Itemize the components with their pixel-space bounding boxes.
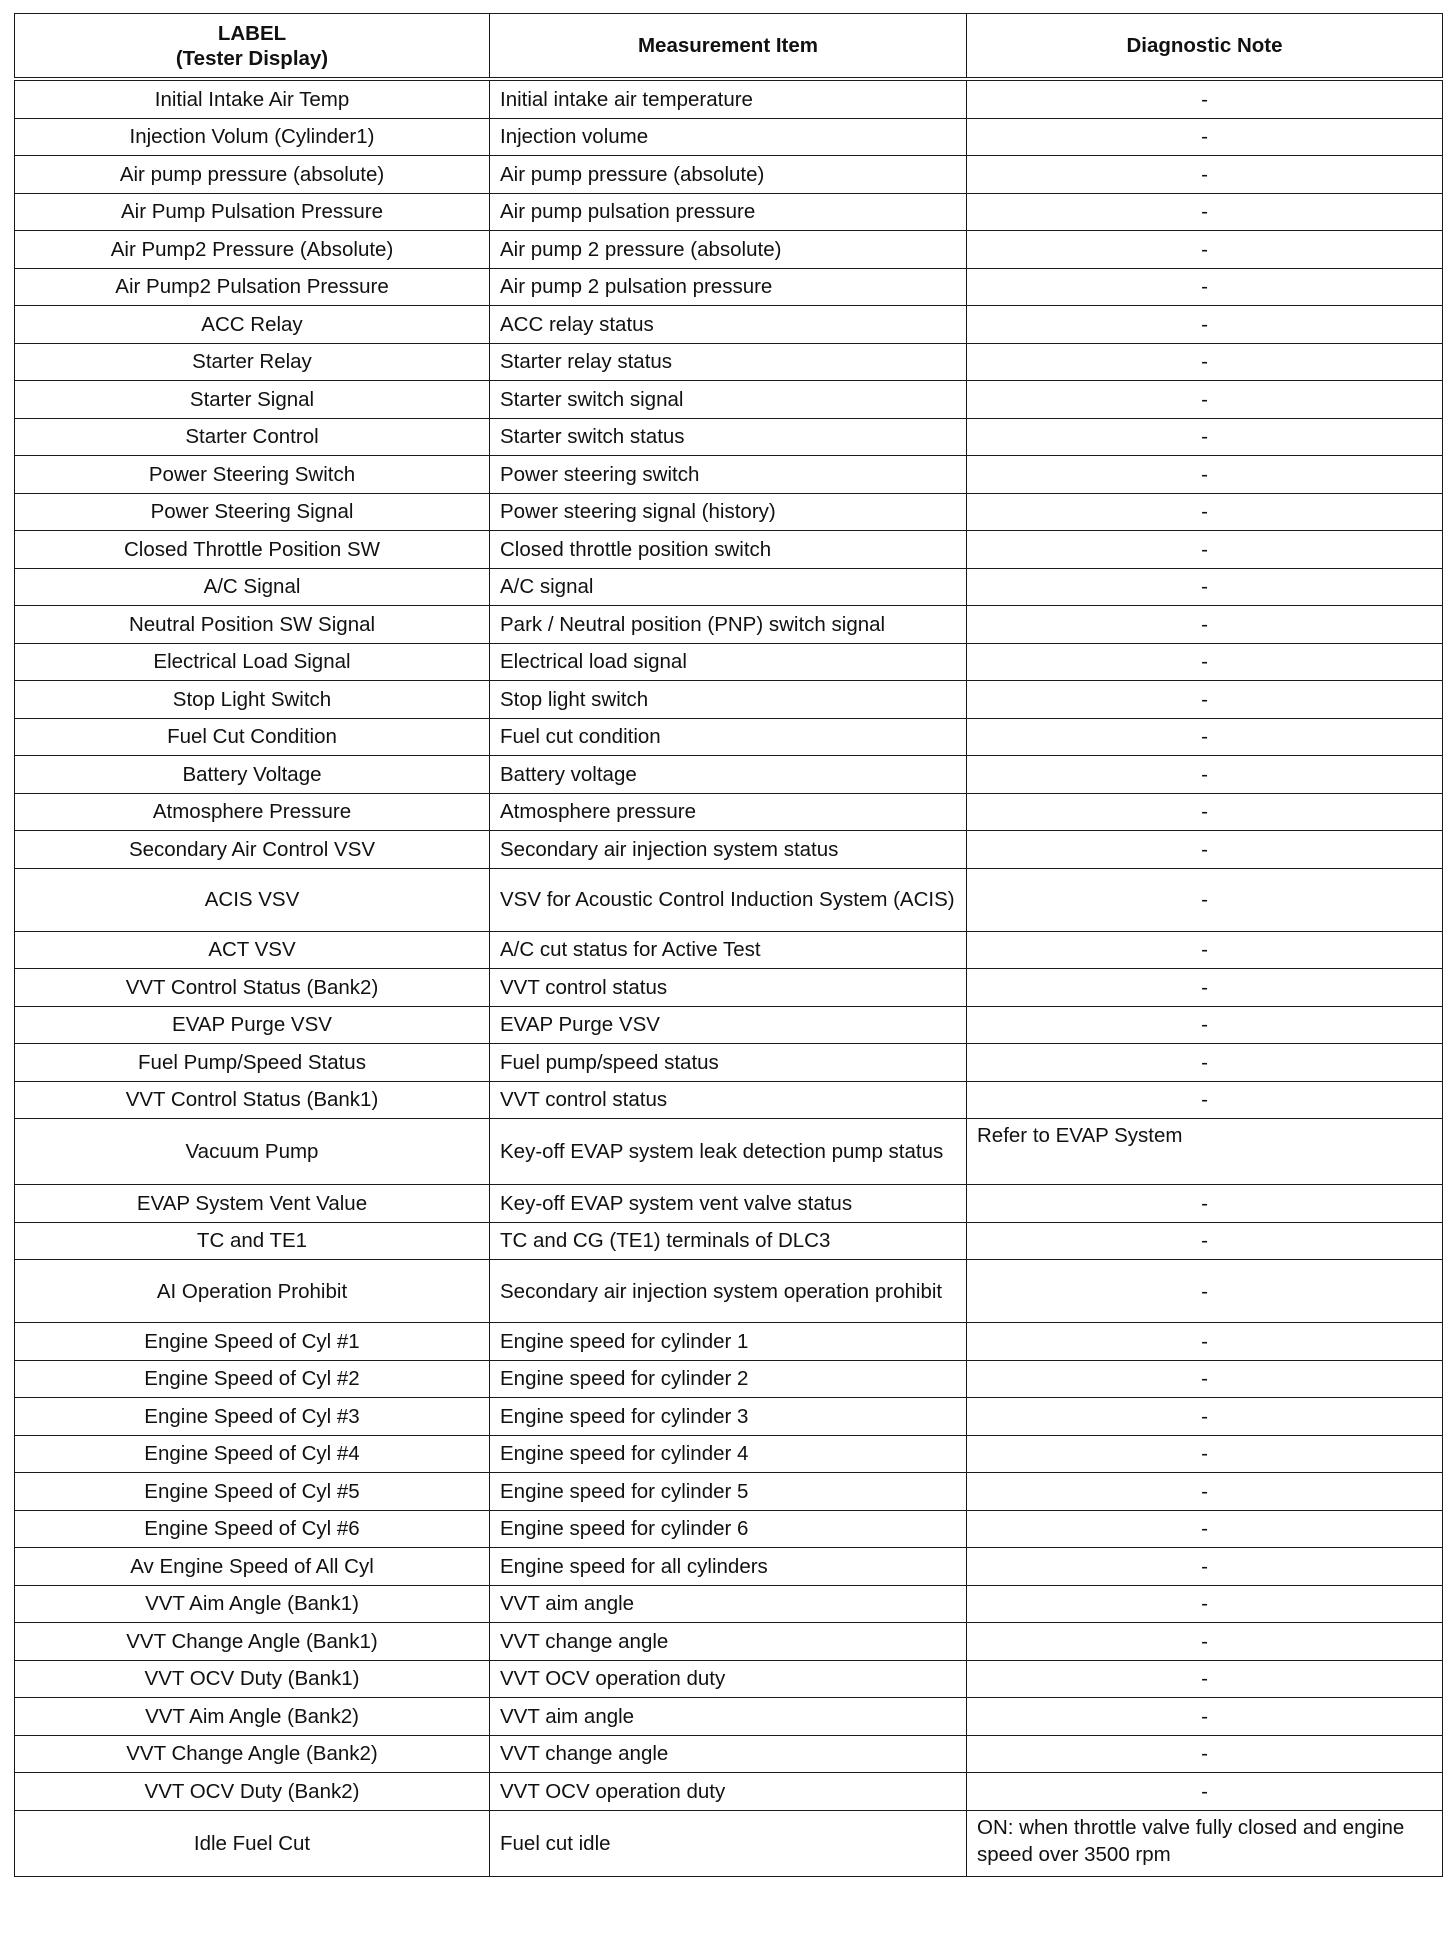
- table-row: [15, 306, 1443, 344]
- cell-label: Engine Speed of Cyl #3: [15, 1398, 490, 1436]
- cell-diagnostic-note: -: [967, 1698, 1443, 1736]
- header-label: [15, 14, 490, 80]
- cell-label: ACC Relay: [15, 306, 490, 344]
- cell-label: Vacuum Pump: [15, 1119, 490, 1185]
- cell-measurement-item: Engine speed for cylinder 2: [490, 1360, 967, 1398]
- cell-diagnostic-note: -: [967, 268, 1443, 306]
- cell-label: Engine Speed of Cyl #5: [15, 1473, 490, 1511]
- table-row: [15, 1006, 1443, 1044]
- table-body: [15, 79, 1443, 1876]
- table-row: [15, 381, 1443, 419]
- cell-measurement-item: Air pump pressure (absolute): [490, 156, 967, 194]
- cell-measurement-item: Injection volume: [490, 118, 967, 156]
- cell-label: Starter Signal: [15, 381, 490, 419]
- cell-diagnostic-note: -: [967, 1360, 1443, 1398]
- header-label-line2: (Tester Display): [175, 46, 329, 70]
- cell-measurement-item: Engine speed for cylinder 6: [490, 1510, 967, 1548]
- cell-label: Fuel Cut Condition: [15, 718, 490, 756]
- cell-measurement-item: VVT aim angle: [490, 1585, 967, 1623]
- cell-measurement-item: Power steering signal (history): [490, 493, 967, 531]
- cell-diagnostic-note: -: [967, 568, 1443, 606]
- cell-measurement-item: Engine speed for cylinder 1: [490, 1323, 967, 1361]
- cell-measurement-item: VSV for Acoustic Control Induction System (ACIS): [490, 868, 967, 931]
- table-row: [15, 1548, 1443, 1586]
- cell-label: Electrical Load Signal: [15, 643, 490, 681]
- data-list-table: [14, 13, 1443, 1877]
- cell-label: AI Operation Prohibit: [15, 1260, 490, 1323]
- cell-label: Neutral Position SW Signal: [15, 606, 490, 644]
- cell-measurement-item: Engine speed for cylinder 3: [490, 1398, 967, 1436]
- cell-measurement-item: A/C signal: [490, 568, 967, 606]
- cell-measurement-item: Electrical load signal: [490, 643, 967, 681]
- cell-label: Closed Throttle Position SW: [15, 531, 490, 569]
- table-row: [15, 231, 1443, 269]
- table-row: [15, 1222, 1443, 1260]
- table-row: [15, 1398, 1443, 1436]
- cell-diagnostic-note: -: [967, 681, 1443, 719]
- cell-label: Air Pump Pulsation Pressure: [15, 193, 490, 231]
- cell-measurement-item: VVT OCV operation duty: [490, 1773, 967, 1811]
- cell-measurement-item: VVT OCV operation duty: [490, 1660, 967, 1698]
- cell-measurement-item: Air pump 2 pulsation pressure: [490, 268, 967, 306]
- table-row: [15, 1510, 1443, 1548]
- cell-diagnostic-note: Refer to EVAP System: [967, 1119, 1443, 1185]
- cell-label: VVT Change Angle (Bank2): [15, 1735, 490, 1773]
- table-row: [15, 268, 1443, 306]
- cell-diagnostic-note: -: [967, 1006, 1443, 1044]
- cell-label: VVT Change Angle (Bank1): [15, 1623, 490, 1661]
- cell-measurement-item: Atmosphere pressure: [490, 793, 967, 831]
- cell-diagnostic-note: -: [967, 118, 1443, 156]
- cell-label: Injection Volum (Cylinder1): [15, 118, 490, 156]
- table-row: [15, 1623, 1443, 1661]
- header-diagnostic-note: Diagnostic Note: [967, 14, 1443, 80]
- cell-measurement-item: Engine speed for cylinder 4: [490, 1435, 967, 1473]
- table-row: [15, 1260, 1443, 1323]
- header-measurement-item: Measurement Item: [490, 14, 967, 80]
- table-header-row: [15, 14, 1443, 80]
- cell-diagnostic-note: -: [967, 831, 1443, 869]
- cell-measurement-item: VVT aim angle: [490, 1698, 967, 1736]
- diagnostic-data-sheet: [14, 13, 1442, 1877]
- table-row: [15, 79, 1443, 118]
- table-row: [15, 681, 1443, 719]
- cell-label: Av Engine Speed of All Cyl: [15, 1548, 490, 1586]
- cell-diagnostic-note: -: [967, 969, 1443, 1007]
- cell-measurement-item: Air pump 2 pressure (absolute): [490, 231, 967, 269]
- cell-label: Idle Fuel Cut: [15, 1810, 490, 1876]
- table-row: [15, 1473, 1443, 1511]
- cell-label: Engine Speed of Cyl #6: [15, 1510, 490, 1548]
- table-row: [15, 969, 1443, 1007]
- cell-measurement-item: A/C cut status for Active Test: [490, 931, 967, 969]
- table-row: [15, 931, 1443, 969]
- table-row: [15, 1323, 1443, 1361]
- cell-diagnostic-note: -: [967, 456, 1443, 494]
- cell-diagnostic-note: -: [967, 1548, 1443, 1586]
- cell-measurement-item: Air pump pulsation pressure: [490, 193, 967, 231]
- cell-measurement-item: Initial intake air temperature: [490, 79, 967, 118]
- cell-diagnostic-note: -: [967, 156, 1443, 194]
- cell-label: A/C Signal: [15, 568, 490, 606]
- cell-diagnostic-note: -: [967, 231, 1443, 269]
- cell-diagnostic-note: -: [967, 306, 1443, 344]
- cell-diagnostic-note: -: [967, 1735, 1443, 1773]
- cell-label: Atmosphere Pressure: [15, 793, 490, 831]
- cell-diagnostic-note: -: [967, 1260, 1443, 1323]
- table-row: [15, 831, 1443, 869]
- table-row: [15, 606, 1443, 644]
- cell-label: Fuel Pump/Speed Status: [15, 1044, 490, 1082]
- table-row: [15, 531, 1443, 569]
- cell-measurement-item: Fuel pump/speed status: [490, 1044, 967, 1082]
- cell-measurement-item: Secondary air injection system status: [490, 831, 967, 869]
- cell-diagnostic-note: -: [967, 1323, 1443, 1361]
- cell-diagnostic-note: -: [967, 381, 1443, 419]
- cell-measurement-item: Key-off EVAP system leak detection pump status: [490, 1119, 967, 1185]
- cell-measurement-item: EVAP Purge VSV: [490, 1006, 967, 1044]
- cell-measurement-item: VVT control status: [490, 1081, 967, 1119]
- cell-measurement-item: TC and CG (TE1) terminals of DLC3: [490, 1222, 967, 1260]
- table-row: [15, 1435, 1443, 1473]
- table-row: [15, 793, 1443, 831]
- table-row: [15, 868, 1443, 931]
- cell-diagnostic-note: -: [967, 1623, 1443, 1661]
- cell-measurement-item: Engine speed for cylinder 5: [490, 1473, 967, 1511]
- table-row: [15, 1698, 1443, 1736]
- cell-label: VVT OCV Duty (Bank2): [15, 1773, 490, 1811]
- cell-diagnostic-note: -: [967, 1473, 1443, 1511]
- cell-diagnostic-note: -: [967, 1660, 1443, 1698]
- table-row: [15, 1735, 1443, 1773]
- cell-diagnostic-note: -: [967, 718, 1443, 756]
- cell-diagnostic-note: -: [967, 1185, 1443, 1223]
- cell-diagnostic-note: -: [967, 193, 1443, 231]
- cell-label: VVT Control Status (Bank1): [15, 1081, 490, 1119]
- cell-label: ACT VSV: [15, 931, 490, 969]
- table-row: [15, 1119, 1443, 1185]
- cell-label: EVAP System Vent Value: [15, 1185, 490, 1223]
- table-row: [15, 1810, 1443, 1876]
- cell-measurement-item: Starter switch signal: [490, 381, 967, 419]
- cell-diagnostic-note: -: [967, 531, 1443, 569]
- cell-diagnostic-note: -: [967, 756, 1443, 794]
- cell-measurement-item: Starter relay status: [490, 343, 967, 381]
- cell-measurement-item: Closed throttle position switch: [490, 531, 967, 569]
- cell-measurement-item: Stop light switch: [490, 681, 967, 719]
- cell-diagnostic-note: -: [967, 868, 1443, 931]
- cell-label: TC and TE1: [15, 1222, 490, 1260]
- cell-measurement-item: Starter switch status: [490, 418, 967, 456]
- cell-label: EVAP Purge VSV: [15, 1006, 490, 1044]
- cell-label: VVT OCV Duty (Bank1): [15, 1660, 490, 1698]
- cell-measurement-item: VVT change angle: [490, 1623, 967, 1661]
- cell-diagnostic-note: ON: when throttle valve fully closed and engine speed over 3500 rpm: [967, 1810, 1443, 1876]
- table-row: [15, 1660, 1443, 1698]
- cell-measurement-item: Power steering switch: [490, 456, 967, 494]
- cell-diagnostic-note: -: [967, 418, 1443, 456]
- cell-measurement-item: Fuel cut idle: [490, 1810, 967, 1876]
- cell-diagnostic-note: -: [967, 1044, 1443, 1082]
- cell-diagnostic-note: -: [967, 493, 1443, 531]
- cell-label: Air pump pressure (absolute): [15, 156, 490, 194]
- cell-label: Battery Voltage: [15, 756, 490, 794]
- table-row: [15, 156, 1443, 194]
- cell-diagnostic-note: -: [967, 931, 1443, 969]
- cell-label: Starter Control: [15, 418, 490, 456]
- table-row: [15, 643, 1443, 681]
- cell-diagnostic-note: -: [967, 1585, 1443, 1623]
- cell-label: Engine Speed of Cyl #2: [15, 1360, 490, 1398]
- cell-label: Secondary Air Control VSV: [15, 831, 490, 869]
- cell-measurement-item: Battery voltage: [490, 756, 967, 794]
- cell-label: ACIS VSV: [15, 868, 490, 931]
- cell-label: VVT Aim Angle (Bank2): [15, 1698, 490, 1736]
- cell-measurement-item: Key-off EVAP system vent valve status: [490, 1185, 967, 1223]
- cell-diagnostic-note: -: [967, 1222, 1443, 1260]
- cell-diagnostic-note: -: [967, 793, 1443, 831]
- table-row: [15, 718, 1443, 756]
- table-row: [15, 1081, 1443, 1119]
- cell-diagnostic-note: -: [967, 1510, 1443, 1548]
- cell-label: VVT Control Status (Bank2): [15, 969, 490, 1007]
- cell-label: Engine Speed of Cyl #4: [15, 1435, 490, 1473]
- cell-label: Power Steering Switch: [15, 456, 490, 494]
- cell-diagnostic-note: -: [967, 1773, 1443, 1811]
- table-row: [15, 568, 1443, 606]
- cell-diagnostic-note: -: [967, 343, 1443, 381]
- cell-measurement-item: Secondary air injection system operation prohibit: [490, 1260, 967, 1323]
- cell-measurement-item: ACC relay status: [490, 306, 967, 344]
- cell-diagnostic-note: -: [967, 79, 1443, 118]
- table-row: [15, 1185, 1443, 1223]
- cell-label: Power Steering Signal: [15, 493, 490, 531]
- cell-measurement-item: VVT change angle: [490, 1735, 967, 1773]
- cell-measurement-item: VVT control status: [490, 969, 967, 1007]
- table-row: [15, 1585, 1443, 1623]
- table-row: [15, 456, 1443, 494]
- table-row: [15, 343, 1443, 381]
- cell-diagnostic-note: -: [967, 606, 1443, 644]
- cell-label: Starter Relay: [15, 343, 490, 381]
- table-row: [15, 756, 1443, 794]
- table-row: [15, 1044, 1443, 1082]
- cell-diagnostic-note: -: [967, 1398, 1443, 1436]
- cell-diagnostic-note: -: [967, 643, 1443, 681]
- cell-label: Initial Intake Air Temp: [15, 79, 490, 118]
- cell-diagnostic-note: -: [967, 1081, 1443, 1119]
- header-label-line1: LABEL: [217, 21, 287, 45]
- cell-label: VVT Aim Angle (Bank1): [15, 1585, 490, 1623]
- cell-measurement-item: Engine speed for all cylinders: [490, 1548, 967, 1586]
- table-row: [15, 118, 1443, 156]
- cell-label: Stop Light Switch: [15, 681, 490, 719]
- table-row: [15, 1773, 1443, 1811]
- table-row: [15, 493, 1443, 531]
- cell-label: Engine Speed of Cyl #1: [15, 1323, 490, 1361]
- cell-diagnostic-note: -: [967, 1435, 1443, 1473]
- cell-label: Air Pump2 Pulsation Pressure: [15, 268, 490, 306]
- cell-measurement-item: Park / Neutral position (PNP) switch signal: [490, 606, 967, 644]
- table-row: [15, 193, 1443, 231]
- table-row: [15, 418, 1443, 456]
- cell-label: Air Pump2 Pressure (Absolute): [15, 231, 490, 269]
- cell-measurement-item: Fuel cut condition: [490, 718, 967, 756]
- table-row: [15, 1360, 1443, 1398]
